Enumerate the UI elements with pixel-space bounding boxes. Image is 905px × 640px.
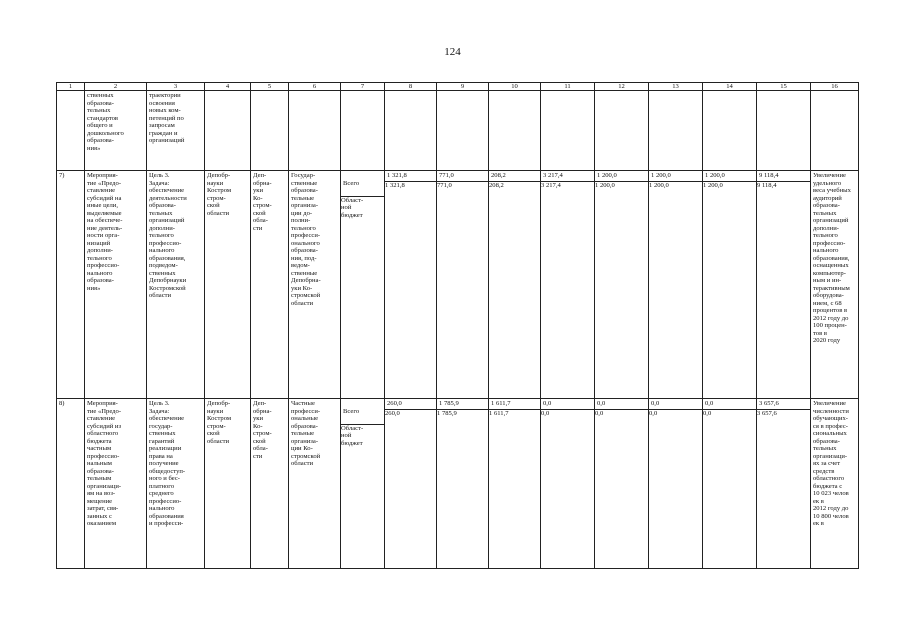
col-header-9: 9 [437, 83, 489, 91]
cell-empty [757, 91, 811, 171]
value-cell [437, 399, 489, 569]
col-header-8: 8 [385, 83, 437, 91]
continued-goal-text: траектории освоения новых ком- петенций по запросам граждан и организаций [147, 91, 205, 171]
value-total: 1 200,0 [705, 172, 725, 179]
expected-result: Увеличение удельного веса учебных аудиторий образова- тельных организаций дополни- тельного профессио- нального образования, оснащенных компьютер- ным и ин- терактивным оборудова- нием, с 68 процентов в 2012 году до 100 процен- тов в 2020 году [811, 171, 859, 399]
participants: Частные професси- ональные образова- тельные организа- ции Ко- стромской области [289, 399, 341, 569]
cell-empty [541, 91, 595, 171]
value-cell [437, 171, 489, 399]
value-cell [489, 399, 541, 569]
value-total: 260,0 [387, 400, 402, 407]
value-total: 771,0 [439, 172, 454, 179]
value-cell [649, 399, 703, 569]
value-cell [595, 171, 649, 399]
value-regional: 208,2 [489, 181, 541, 190]
cell-empty [251, 91, 289, 171]
row-number: 8) [57, 399, 85, 569]
value-regional: 1 200,0 [595, 181, 649, 190]
col-header-13: 13 [649, 83, 703, 91]
cell-empty [289, 91, 341, 171]
value-total: 3 217,4 [543, 172, 563, 179]
value-total: 3 657,6 [759, 400, 779, 407]
funding-source [341, 171, 385, 399]
value-regional: 260,0 [385, 409, 437, 418]
value-total: 1 200,0 [597, 172, 617, 179]
value-regional: 1 200,0 [703, 181, 757, 190]
value-cell [757, 399, 811, 569]
value-total: 1 200,0 [651, 172, 671, 179]
cell-empty [811, 91, 859, 171]
funding-regional-label: Област- ной бюджет [341, 196, 385, 220]
col-header-14: 14 [703, 83, 757, 91]
value-regional: 1 200,0 [649, 181, 703, 190]
value-regional: 0,0 [649, 409, 703, 418]
funding-source [341, 399, 385, 569]
col-header-11: 11 [541, 83, 595, 91]
cell-empty [489, 91, 541, 171]
col-header-3: 3 [147, 83, 205, 91]
value-total: 1 611,7 [491, 400, 511, 407]
col-header-1: 1 [57, 83, 85, 91]
col-header-10: 10 [489, 83, 541, 91]
value-regional: 3 657,6 [757, 409, 811, 418]
coordinator: Деп- обрна- уки Ко- стром- ской обла- сти [251, 399, 289, 569]
value-cell [703, 399, 757, 569]
value-regional: 1 785,9 [437, 409, 489, 418]
program-table [56, 82, 859, 569]
expected-result: Увеличение численности обучающих- ся в профес- сиональных образова- тельных организаци- ях за счет средств областного бюджета с 10 023 челов ек в 2012 году до 10 800 челов ек в [811, 399, 859, 569]
cell-empty [437, 91, 489, 171]
table-row-7 [57, 171, 859, 399]
funding-total-label: Всего [343, 407, 360, 415]
cell-empty [57, 91, 85, 171]
col-header-2: 2 [85, 83, 147, 91]
page-number: 124 [444, 46, 461, 58]
value-total: 0,0 [543, 400, 552, 407]
goal-task: Цель 3. Задача: обеспечение государ- ственных гарантий реализации права на получение общедоступ- ного и бес- платного среднего профессио- нального образования и професси- [147, 399, 205, 569]
column-number-row [57, 83, 859, 91]
value-regional: 1 611,7 [489, 409, 541, 418]
participants: Государ- ственные образова- тельные организа- ции до- полни- тельного професси- онального образова- ния, под- ведом- ственные Депобрна- уки Ко- стромской области [289, 171, 341, 399]
value-total: 1 321,8 [387, 172, 407, 179]
col-header-12: 12 [595, 83, 649, 91]
col-header-7: 7 [341, 83, 385, 91]
cell-empty [703, 91, 757, 171]
executor: Депобр- науки Костром стром- ской области [205, 171, 251, 399]
value-regional: 0,0 [541, 409, 595, 418]
goal-task: Цель 3. Задача: обеспечение деятельности образова- тельных организаций дополни- тельного профессио- нального образования, подведом- ственных Депобрнауки Костромской области [147, 171, 205, 399]
continued-row [57, 91, 859, 171]
value-regional: 0,0 [595, 409, 649, 418]
executor: Депобр- науки Костром стром- ской области [205, 399, 251, 569]
value-cell [757, 171, 811, 399]
cell-empty [341, 91, 385, 171]
table-row-8 [57, 399, 859, 569]
value-regional: 9 118,4 [757, 181, 811, 190]
value-cell [489, 171, 541, 399]
cell-empty [385, 91, 437, 171]
value-total: 9 118,4 [759, 172, 779, 179]
measure-name: Мероприя- тие «Предо- ставление субсидий из областного бюджета частным профессио- нальным образова- тельным организаци- ям на воз- мещение затрат, свя- занных с оказанием [85, 399, 147, 569]
col-header-6: 6 [289, 83, 341, 91]
value-total: 208,2 [491, 172, 506, 179]
value-total: 0,0 [597, 400, 606, 407]
value-cell [703, 171, 757, 399]
value-regional: 1 321,8 [385, 181, 437, 190]
value-regional: 771,0 [437, 181, 489, 190]
cell-empty [205, 91, 251, 171]
col-header-5: 5 [251, 83, 289, 91]
col-header-15: 15 [757, 83, 811, 91]
value-cell [541, 171, 595, 399]
cell-empty [595, 91, 649, 171]
coordinator: Деп- обрна- уки Ко- стром- ской обла- сти [251, 171, 289, 399]
measure-name: Мероприя- тие «Предо- ставление субсидий на иные цели, выделяемые на обеспече- ние деятель- ности орга- низаций дополни- тельного профессио- нального образова- ния» [85, 171, 147, 399]
value-cell [595, 399, 649, 569]
value-regional: 3 217,4 [541, 181, 595, 190]
value-cell [385, 171, 437, 399]
value-cell [649, 171, 703, 399]
value-total: 0,0 [651, 400, 660, 407]
funding-total-label: Всего [343, 179, 360, 187]
row-number: 7) [57, 171, 85, 399]
value-cell [385, 399, 437, 569]
continued-measure-text: ственных образова- тельных стандартов общего и дошкольного образова- ния» [85, 91, 147, 171]
cell-empty [649, 91, 703, 171]
value-total: 1 785,9 [439, 400, 459, 407]
value-regional: 0,0 [703, 409, 757, 418]
value-total: 0,0 [705, 400, 714, 407]
funding-regional-label: Област- ной бюджет [341, 424, 385, 448]
col-header-16: 16 [811, 83, 859, 91]
col-header-4: 4 [205, 83, 251, 91]
value-cell [541, 399, 595, 569]
